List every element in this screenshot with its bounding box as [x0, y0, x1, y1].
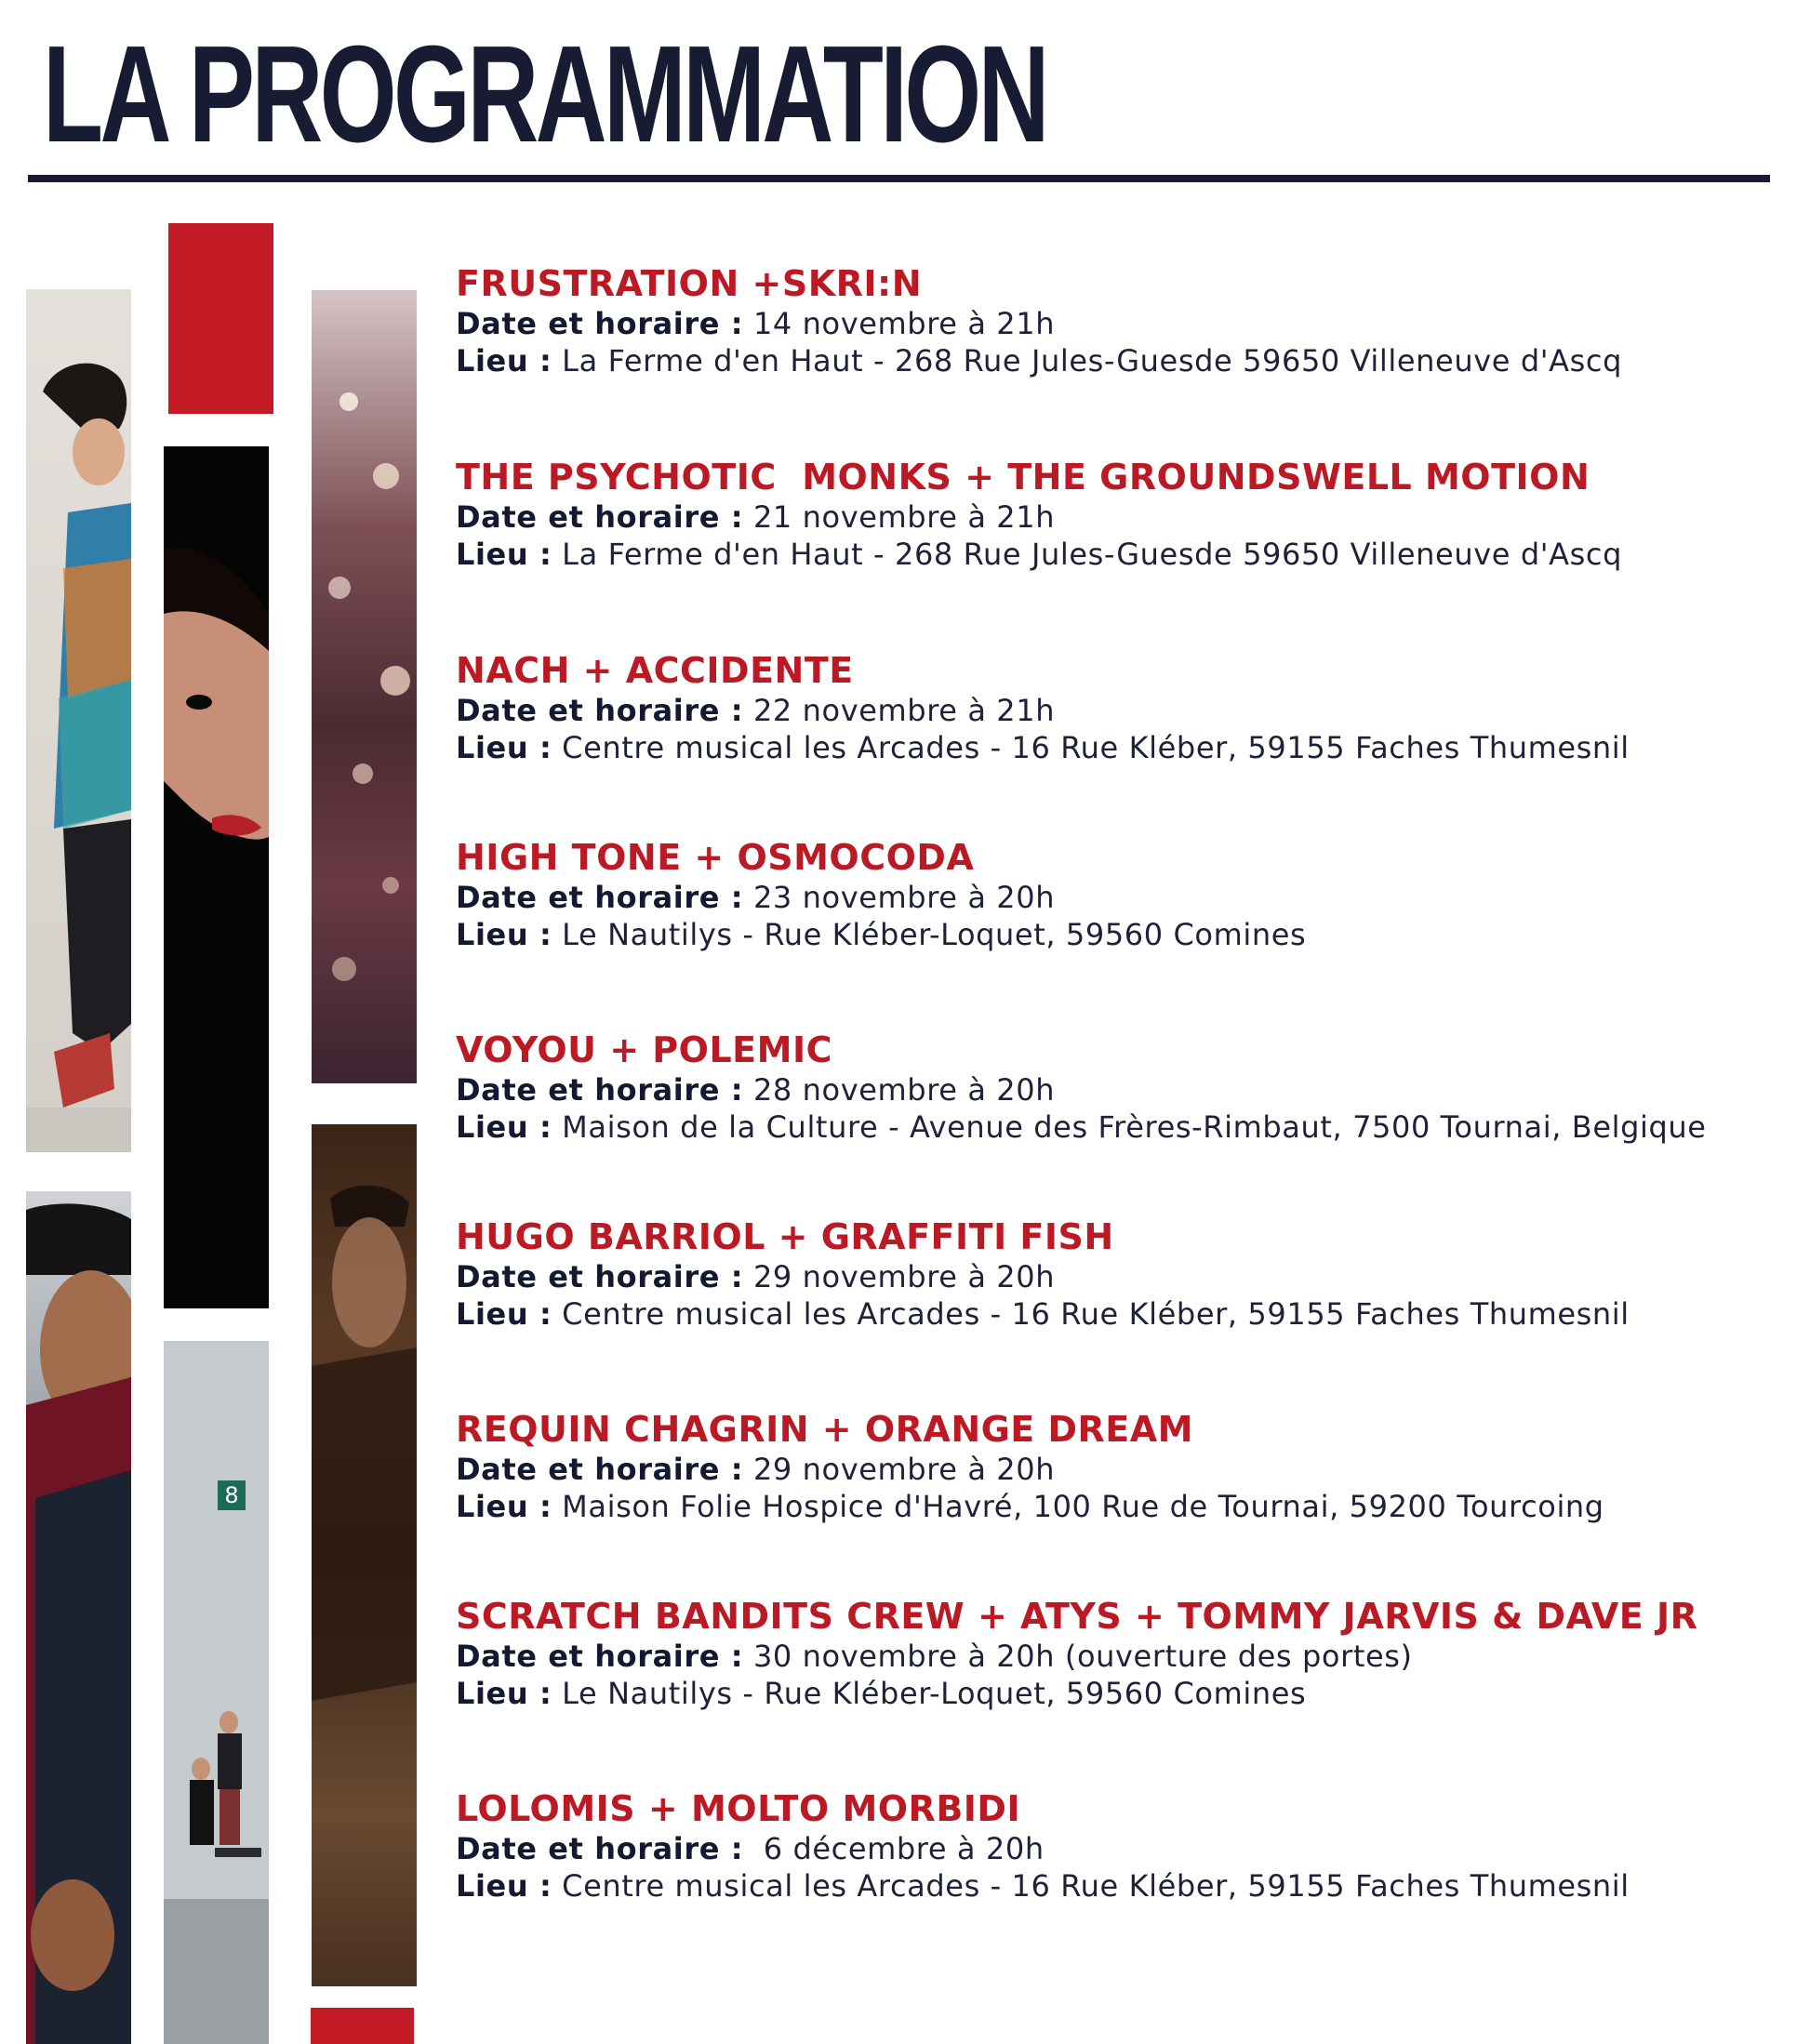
- venue-label: Lieu :: [456, 1868, 552, 1904]
- event-item: [456, 1787, 1786, 1981]
- event-venue-line: [456, 536, 1786, 573]
- event-venue-line: [456, 1108, 1786, 1146]
- venue-label: Lieu :: [456, 537, 552, 572]
- event-list: [456, 262, 1786, 1981]
- photo-man-warm-light: [312, 1124, 417, 1986]
- event-date: 29 novembre à 20h: [743, 1452, 1056, 1487]
- event-date: 21 novembre à 21h: [743, 499, 1056, 535]
- venue-label: Lieu :: [456, 1676, 552, 1711]
- event-date-line: [456, 1830, 1786, 1867]
- venue-label: Lieu :: [456, 730, 552, 765]
- venue-label: Lieu :: [456, 343, 552, 378]
- red-block-top: [168, 223, 273, 414]
- event-title: FRUSTRATION +SKRI:N: [456, 263, 923, 304]
- date-label: Date et horaire :: [456, 880, 744, 915]
- event-item: [456, 1215, 1786, 1408]
- event-venue-line: [456, 729, 1786, 766]
- event-venue-line: [456, 916, 1786, 953]
- event-venue: Le Nautilys - Rue Kléber-Loquet, 59560 Comines: [552, 1676, 1307, 1711]
- event-date: 23 novembre à 20h: [743, 880, 1056, 915]
- event-date-line: [456, 1258, 1786, 1295]
- date-label: Date et horaire :: [456, 306, 744, 341]
- event-item: [456, 456, 1786, 649]
- event-date: 29 novembre à 20h: [743, 1259, 1056, 1294]
- red-block-bottom: [311, 2008, 414, 2044]
- photo-bokeh-lights: [312, 290, 417, 1083]
- event-item: [456, 1595, 1786, 1787]
- event-venue: Centre musical les Arcades - 16 Rue Kléber, 59155 Faches Thumesnil: [552, 1868, 1630, 1904]
- venue-label: Lieu :: [456, 1296, 552, 1332]
- photo-duo-with-keyboard: [164, 1341, 269, 2044]
- event-item: [456, 262, 1786, 456]
- photo-woman-face-dark: [164, 446, 269, 1308]
- event-venue: La Ferme d'en Haut - 268 Rue Jules-Guesde 59650 Villeneuve d'Ascq: [552, 343, 1623, 378]
- title-divider: [28, 175, 1770, 182]
- svg-text:8: 8: [224, 1482, 239, 1508]
- event-venue-line: [456, 342, 1786, 379]
- event-venue-line: [456, 1867, 1786, 1905]
- event-title: HUGO BARRIOL + GRAFFITI FISH: [456, 1216, 1114, 1257]
- event-item: [456, 1408, 1786, 1595]
- event-venue: Maison Folie Hospice d'Havré, 100 Rue de Tournai, 59200 Tourcoing: [552, 1489, 1604, 1524]
- date-label: Date et horaire :: [456, 1259, 744, 1294]
- event-date-line: [456, 1071, 1786, 1108]
- event-title: REQUIN CHAGRIN + ORANGE DREAM: [456, 1409, 1193, 1450]
- event-title: THE PSYCHOTIC MONKS + THE GROUNDSWELL MOTION: [456, 457, 1590, 498]
- event-title: NACH + ACCIDENTE: [456, 650, 854, 691]
- event-venue: Le Nautilys - Rue Kléber-Loquet, 59560 Comines: [552, 917, 1307, 952]
- event-venue-line: [456, 1675, 1786, 1712]
- event-date: 30 novembre à 20h (ouverture des portes): [743, 1639, 1413, 1674]
- venue-label: Lieu :: [456, 1109, 552, 1145]
- date-label: Date et horaire :: [456, 1072, 744, 1108]
- venue-label: Lieu :: [456, 917, 552, 952]
- date-label: Date et horaire :: [456, 1639, 744, 1674]
- photo-man-hooded-jacket: [26, 1191, 131, 2044]
- venue-label: Lieu :: [456, 1489, 552, 1524]
- event-item: [456, 649, 1786, 836]
- event-venue-line: [456, 1295, 1786, 1333]
- event-date: 6 décembre à 20h: [743, 1831, 1045, 1866]
- event-venue: Maison de la Culture - Avenue des Frères-Rimbaut, 7500 Tournai, Belgique: [552, 1109, 1707, 1145]
- event-date: 14 novembre à 21h: [743, 306, 1056, 341]
- event-date-line: [456, 1451, 1786, 1488]
- event-title: SCRATCH BANDITS CREW + ATYS + TOMMY JARVIS & DAVE JR: [456, 1596, 1698, 1637]
- event-date-line: [456, 692, 1786, 729]
- date-label: Date et horaire :: [456, 693, 744, 728]
- event-date-line: [456, 305, 1786, 342]
- date-label: Date et horaire :: [456, 1452, 744, 1487]
- event-date: 22 novembre à 21h: [743, 693, 1056, 728]
- event-date-line: [456, 879, 1786, 916]
- event-item: [456, 836, 1786, 1029]
- photo-woman-jumping: [26, 289, 131, 1152]
- event-date-line: [456, 1638, 1786, 1675]
- event-venue: La Ferme d'en Haut - 268 Rue Jules-Guesde 59650 Villeneuve d'Ascq: [552, 537, 1623, 572]
- event-title: HIGH TONE + OSMOCODA: [456, 837, 975, 878]
- event-title: LOLOMIS + MOLTO MORBIDI: [456, 1788, 1021, 1829]
- date-label: Date et horaire :: [456, 499, 744, 535]
- date-label: Date et horaire :: [456, 1831, 744, 1866]
- event-title: VOYOU + POLEMIC: [456, 1029, 832, 1070]
- event-venue: Centre musical les Arcades - 16 Rue Kléber, 59155 Faches Thumesnil: [552, 1296, 1630, 1332]
- event-item: [456, 1029, 1786, 1215]
- event-venue-line: [456, 1488, 1786, 1525]
- page-title: LA PROGRAMMATION: [43, 18, 1046, 171]
- event-date-line: [456, 498, 1786, 536]
- event-date: 28 novembre à 20h: [743, 1072, 1056, 1108]
- event-venue: Centre musical les Arcades - 16 Rue Kléber, 59155 Faches Thumesnil: [552, 730, 1630, 765]
